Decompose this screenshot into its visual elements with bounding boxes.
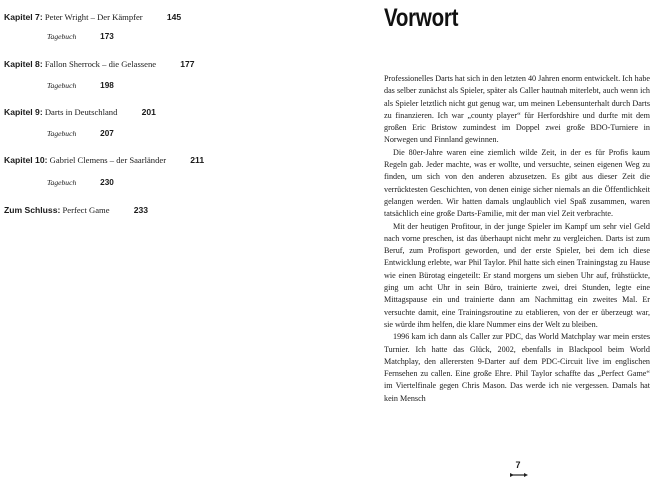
toc-entry-diary-8[interactable] [47,81,114,91]
toc-diary-title: Tagebuch [47,129,77,138]
paragraph: Professionelles Darts hat sich in den letzten 40 Jahren enorm entwickelt. Ich habe das selber zunächst als Spieler, später als Caller hautnah miterlebt, auch wenn ich als Spieler letztlich nicht gut genug war, um meinen Lebensunterhalt durch Darts zu finanzieren. Ich war „county player“ für Herfordshire und durfte mit dem großen Eric Bristow zumindest im Doppel zwei große BDO-Turniere in Norwegen und Finnland gewinnen. [384,74,650,145]
toc-entry-chapter-10[interactable] [4,155,204,166]
toc-page-number: 207 [100,129,114,138]
toc-chapter-label: Kapitel 9: [4,107,43,117]
page-number: 7 [515,460,521,470]
toc-diary-title: Tagebuch [47,81,77,90]
dart-icon [510,472,528,478]
toc-entry-chapter-7[interactable] [4,12,181,23]
paragraph: Die 80er-Jahre waren eine ziemlich wilde Zeit, in der es für Profis kaum Regeln gab. Jeder machte, was er wollte, und versuchte, seinen eigenen Weg zu finden, um sich von den anderen abzusetzen. Es gibt aus dieser Zeit die verrücktesten Geschichten, von denen einige sicher niemals an die Öffentlichkeit gelangen werden. Wir hatten damals unglaublich viel Spaß zusammen, waren tatsächlich eine große Darts-Familie, mit der man viel Zeit verbrachte. [384,147,650,219]
toc-chapter-label: Kapitel 7: [4,12,43,22]
toc-page-number: 230 [100,178,114,187]
toc-page-number: 211 [190,155,205,165]
toc-entry-closing[interactable] [4,205,148,216]
paragraph: Mit der heutigen Profitour, in der junge Spieler im Kampf um sehr viel Geld nach vorne preschen, ist das überhaupt nicht mehr zu vergleichen. Darts ist zum Beruf, zum Profisport geworden, und der erste Spieler, bei dem ich diese Entwicklung erlebte, war Phil Taylor. Phil hatte sich einen Trainingstag zu Hause wie einen Bürotag eingeteilt: Er stand morgens um sieben Uhr auf, frühstückte, ging um acht Uhr in sein Büro, trainierte zwei, drei Stunden, legte eine Mittagspause ein und trainierte dann am Nachmittag ein zweites Mal. Er versuchte damit, eine Trainingsroutine zu etablieren, von der er überzeugt war, sie würde ihm helfen, die klare Nummer eins der Welt zu bleiben. [384,221,650,329]
foreword-page [384,0,650,481]
toc-page-number: 233 [133,205,149,215]
foreword-body [384,73,650,405]
toc-page-number: 145 [166,12,182,22]
toc-chapter-label: Kapitel 8: [4,59,43,69]
toc-page-number: 198 [100,81,114,90]
toc-diary-title: Tagebuch [47,178,77,187]
toc-entry-diary-9[interactable] [47,129,114,139]
toc-entry-diary-7[interactable] [47,32,114,42]
toc-chapter-label: Kapitel 10: [4,155,48,165]
page-title: Vorwort [384,4,459,32]
paragraph: 1996 kam ich dann als Caller zur PDC, das World Matchplay war mein erstes Turnier. Ich hatte das Glück, 2002, ebenfalls in Blackpool beim World Matchplay, den allerersten 9-Darter auf dem PDC-Circuit live im englischen Fernsehen zu callen. Eine große Ehre. Phil Taylor schaffte das „Perfect Game“ im Viertelfinale gegen Chris Mason. Das werde ich nie vergessen. Damals hat kein Mensch [384,332,650,403]
toc-page-number: 201 [141,107,156,117]
toc-entry-diary-10[interactable] [47,178,114,188]
toc-chapter-title: Darts in Deutschland [44,107,118,117]
toc-chapter-label: Zum Schluss: [4,205,61,215]
toc-chapter-title: Peter Wright – Der Kämpfer [44,12,143,22]
toc-page-number: 173 [100,32,114,41]
toc-entry-chapter-8[interactable] [4,59,195,70]
toc-chapter-title: Perfect Game [62,205,110,215]
toc-page-number: 177 [180,59,195,69]
toc-diary-title: Tagebuch [47,32,77,41]
toc-chapter-title: Fallon Sherrock – die Gelassene [44,59,157,69]
toc-entry-chapter-9[interactable] [4,107,156,118]
toc-chapter-title: Gabriel Clemens – der Saarländer [49,155,167,165]
